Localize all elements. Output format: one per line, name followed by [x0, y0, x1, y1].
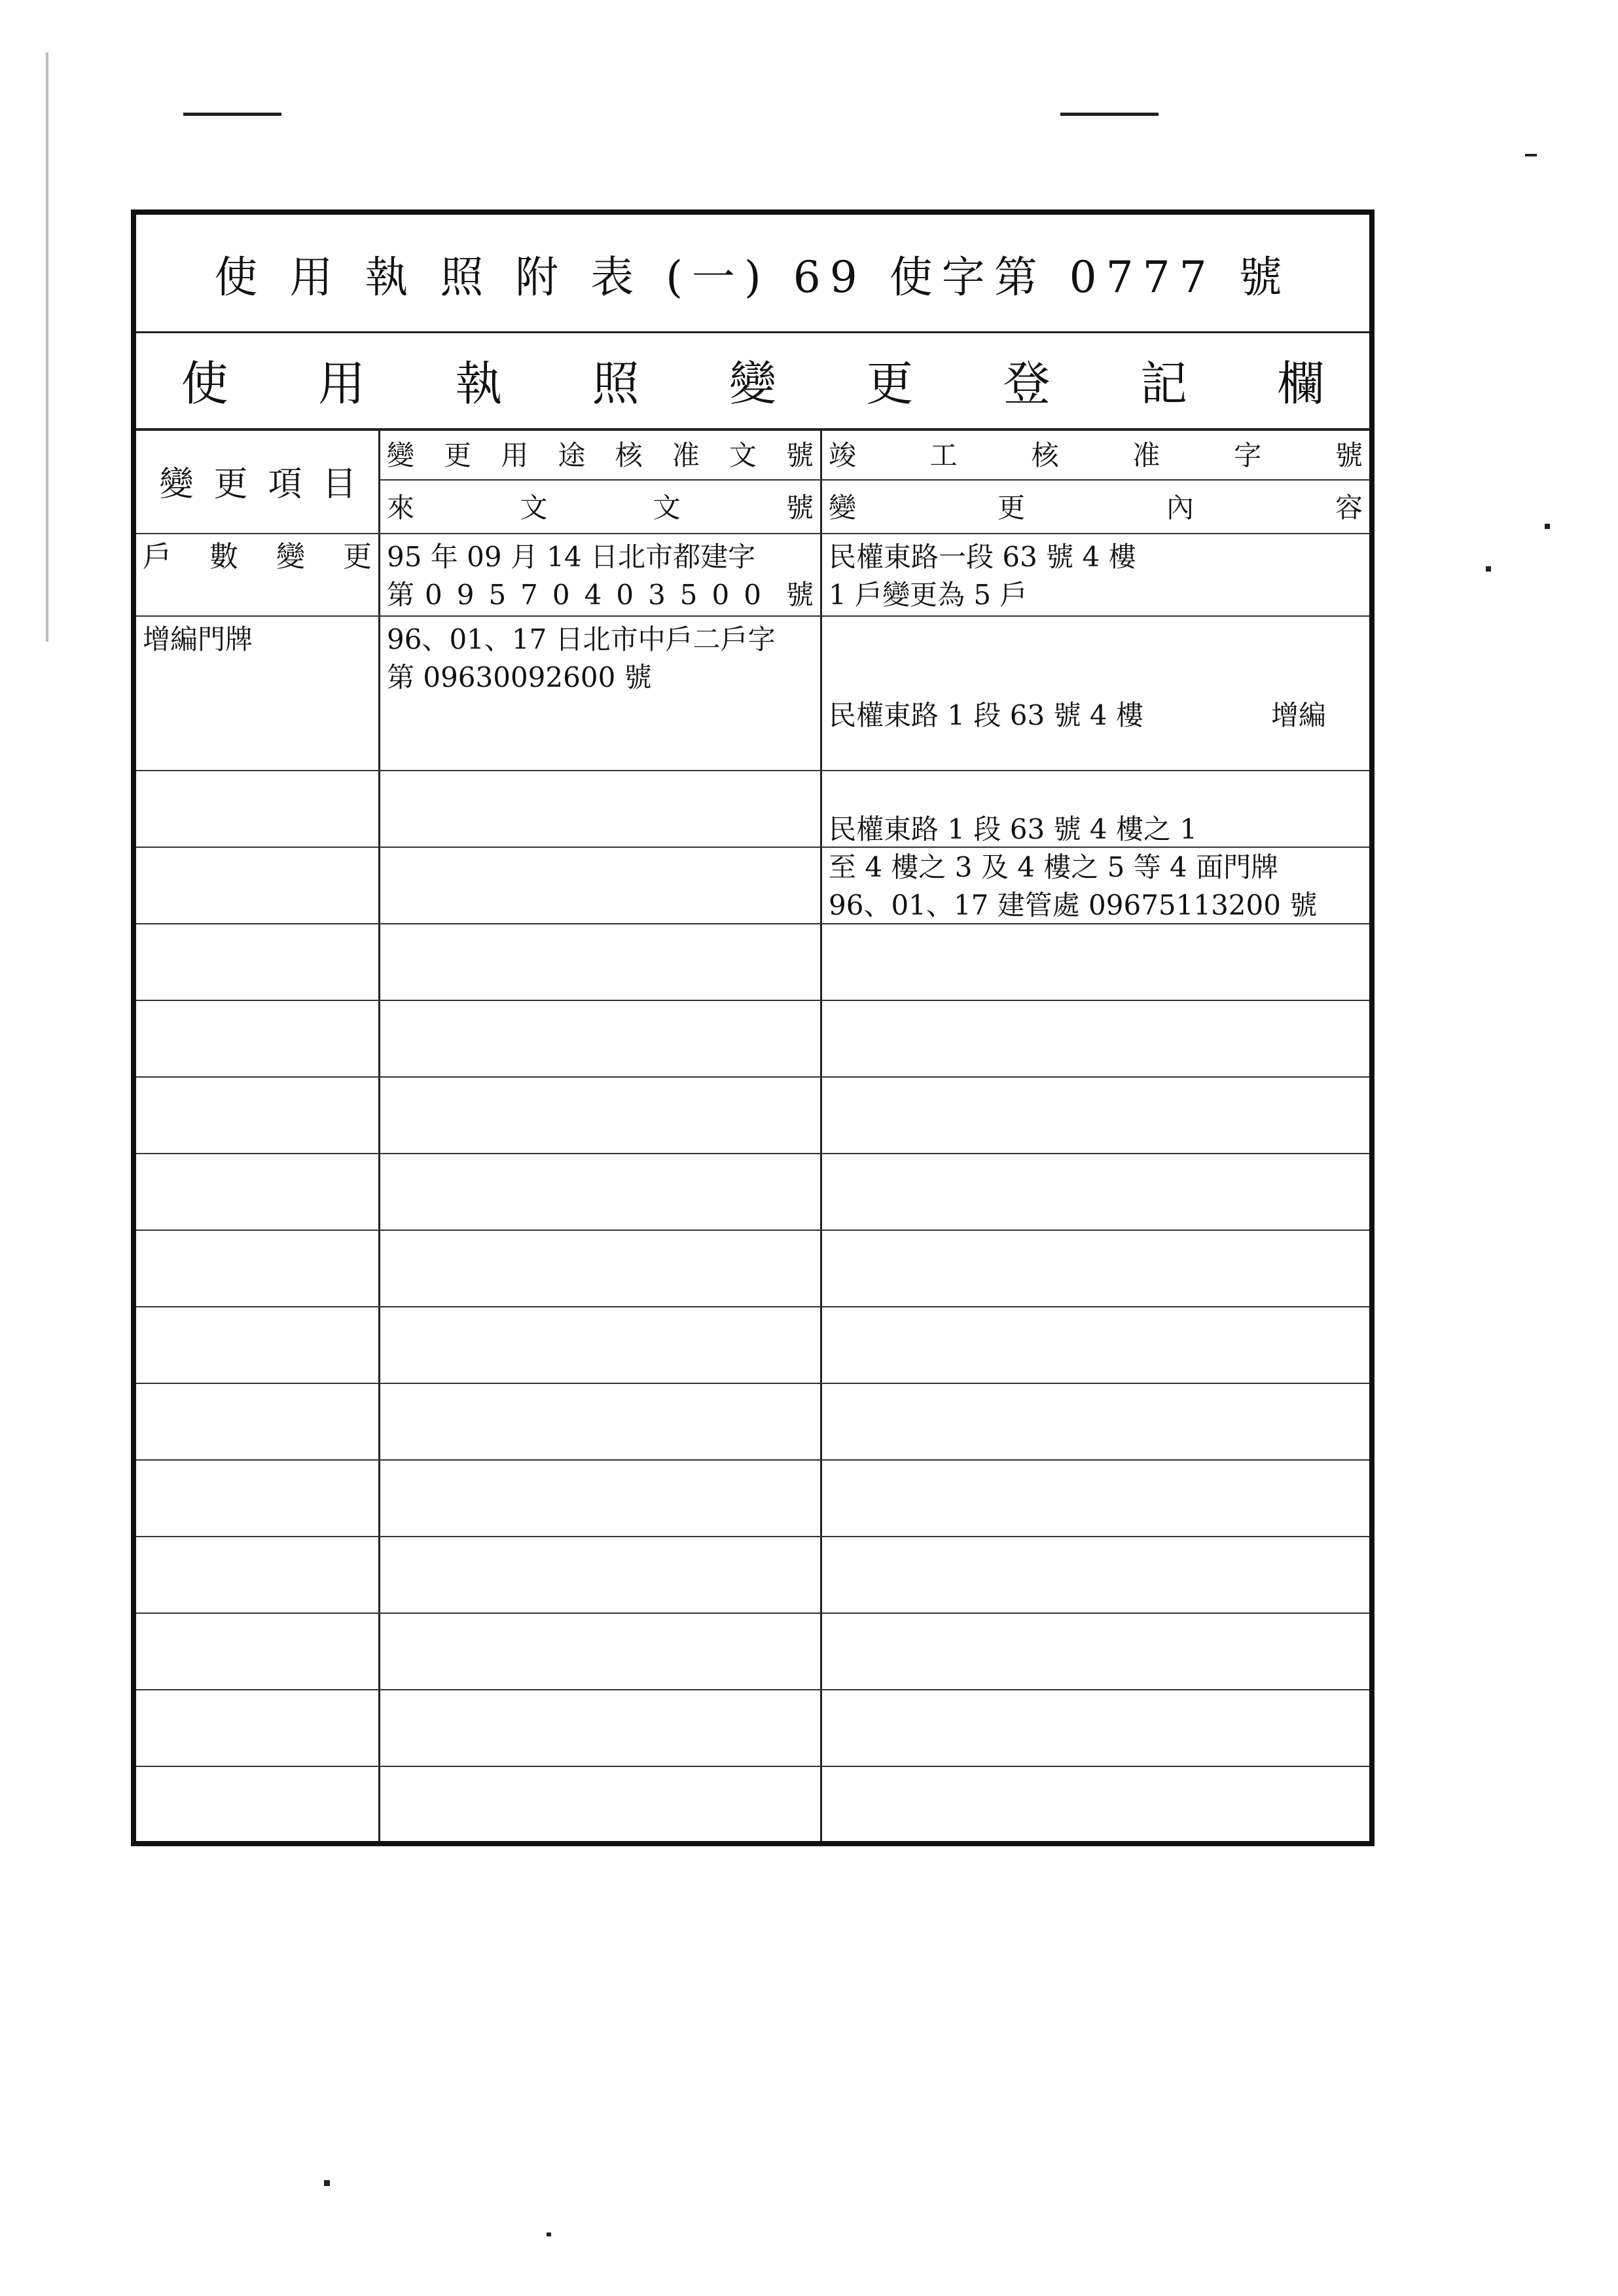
- subtitle-char: 變: [728, 356, 776, 411]
- row-line: [136, 615, 1369, 617]
- empty-row-line: [136, 1613, 1369, 1614]
- subtitle-char: 登: [1003, 356, 1051, 411]
- empty-row-line: [136, 1536, 1369, 1537]
- row2-item: 增編門牌: [143, 623, 253, 655]
- header-incoming-doc-no: 來 文 文 號: [387, 492, 814, 524]
- form-title: 使 用 執 照 附 表 (一) 69 使字第 0777 號: [136, 215, 1369, 333]
- form-subtitle: [136, 331, 1369, 431]
- row1-content: 民權東路一段 63 號 4 樓 1 戶變更為 5 戶: [829, 541, 1136, 611]
- empty-row-line: [136, 1153, 1369, 1154]
- row1-doc-line1: 95 年 09 月 14 日北市都建字: [387, 541, 756, 573]
- scan-mark: [1545, 524, 1550, 529]
- scan-mark: [1060, 113, 1159, 116]
- row1-item: 戶 數 變 更: [143, 540, 372, 574]
- subtitle-char: 使: [181, 356, 228, 411]
- header-mid-line: [380, 479, 1369, 481]
- subtitle-char: 用: [317, 356, 365, 411]
- empty-row-line: [136, 1459, 1369, 1461]
- empty-row-line: [136, 1306, 1369, 1307]
- scan-mark: [1486, 566, 1491, 572]
- empty-row-line: [136, 1383, 1369, 1384]
- scan-edge: [46, 52, 48, 642]
- empty-row-line: [136, 1000, 1369, 1001]
- empty-row-line: [136, 1766, 1369, 1767]
- empty-row-line: [136, 1689, 1369, 1690]
- row1-doc-line2: 第 09570403500 號: [387, 579, 814, 611]
- subtitle-char: 更: [866, 356, 914, 411]
- header-approval-doc-no: 變 更 用 途 核 准 文 號: [387, 439, 814, 471]
- row-line: [136, 770, 1369, 771]
- empty-row-line: [136, 923, 1369, 924]
- scan-mark: [324, 2180, 330, 2186]
- change-register-table: [136, 428, 1369, 1841]
- form-frame: [131, 210, 1375, 1846]
- header-completion-approval-no: 竣 工 核 准 字 號: [829, 439, 1363, 471]
- empty-row-line: [136, 1076, 1369, 1078]
- header-change-content: 變 更 內 容: [829, 492, 1363, 524]
- subtitle-char: 記: [1140, 356, 1187, 411]
- scan-mark: [1525, 154, 1537, 156]
- header-bottom-line: [136, 533, 1369, 534]
- empty-row-line: [136, 847, 1369, 848]
- row2-doc: 96、01、17 日北市中戶二戶字 第 09630092600 號: [387, 623, 776, 693]
- scan-mark: [183, 113, 281, 116]
- scan-mark: [547, 2232, 551, 2236]
- subtitle-char: 照: [592, 356, 639, 411]
- header-change-item: 變 更 項 目: [159, 464, 357, 504]
- row2-content: 民權東路 1 段 63 號 4 樓 增編 民權東路 1 段 63 號 4 樓之 1 至 4 樓之 3 及 4 樓之 5 等 4 面門牌 96、01、17 建管處 09675113200 號: [829, 699, 1326, 921]
- subtitle-char: 欄: [1277, 356, 1325, 411]
- empty-row-line: [136, 1230, 1369, 1231]
- subtitle-char: 執: [455, 356, 503, 411]
